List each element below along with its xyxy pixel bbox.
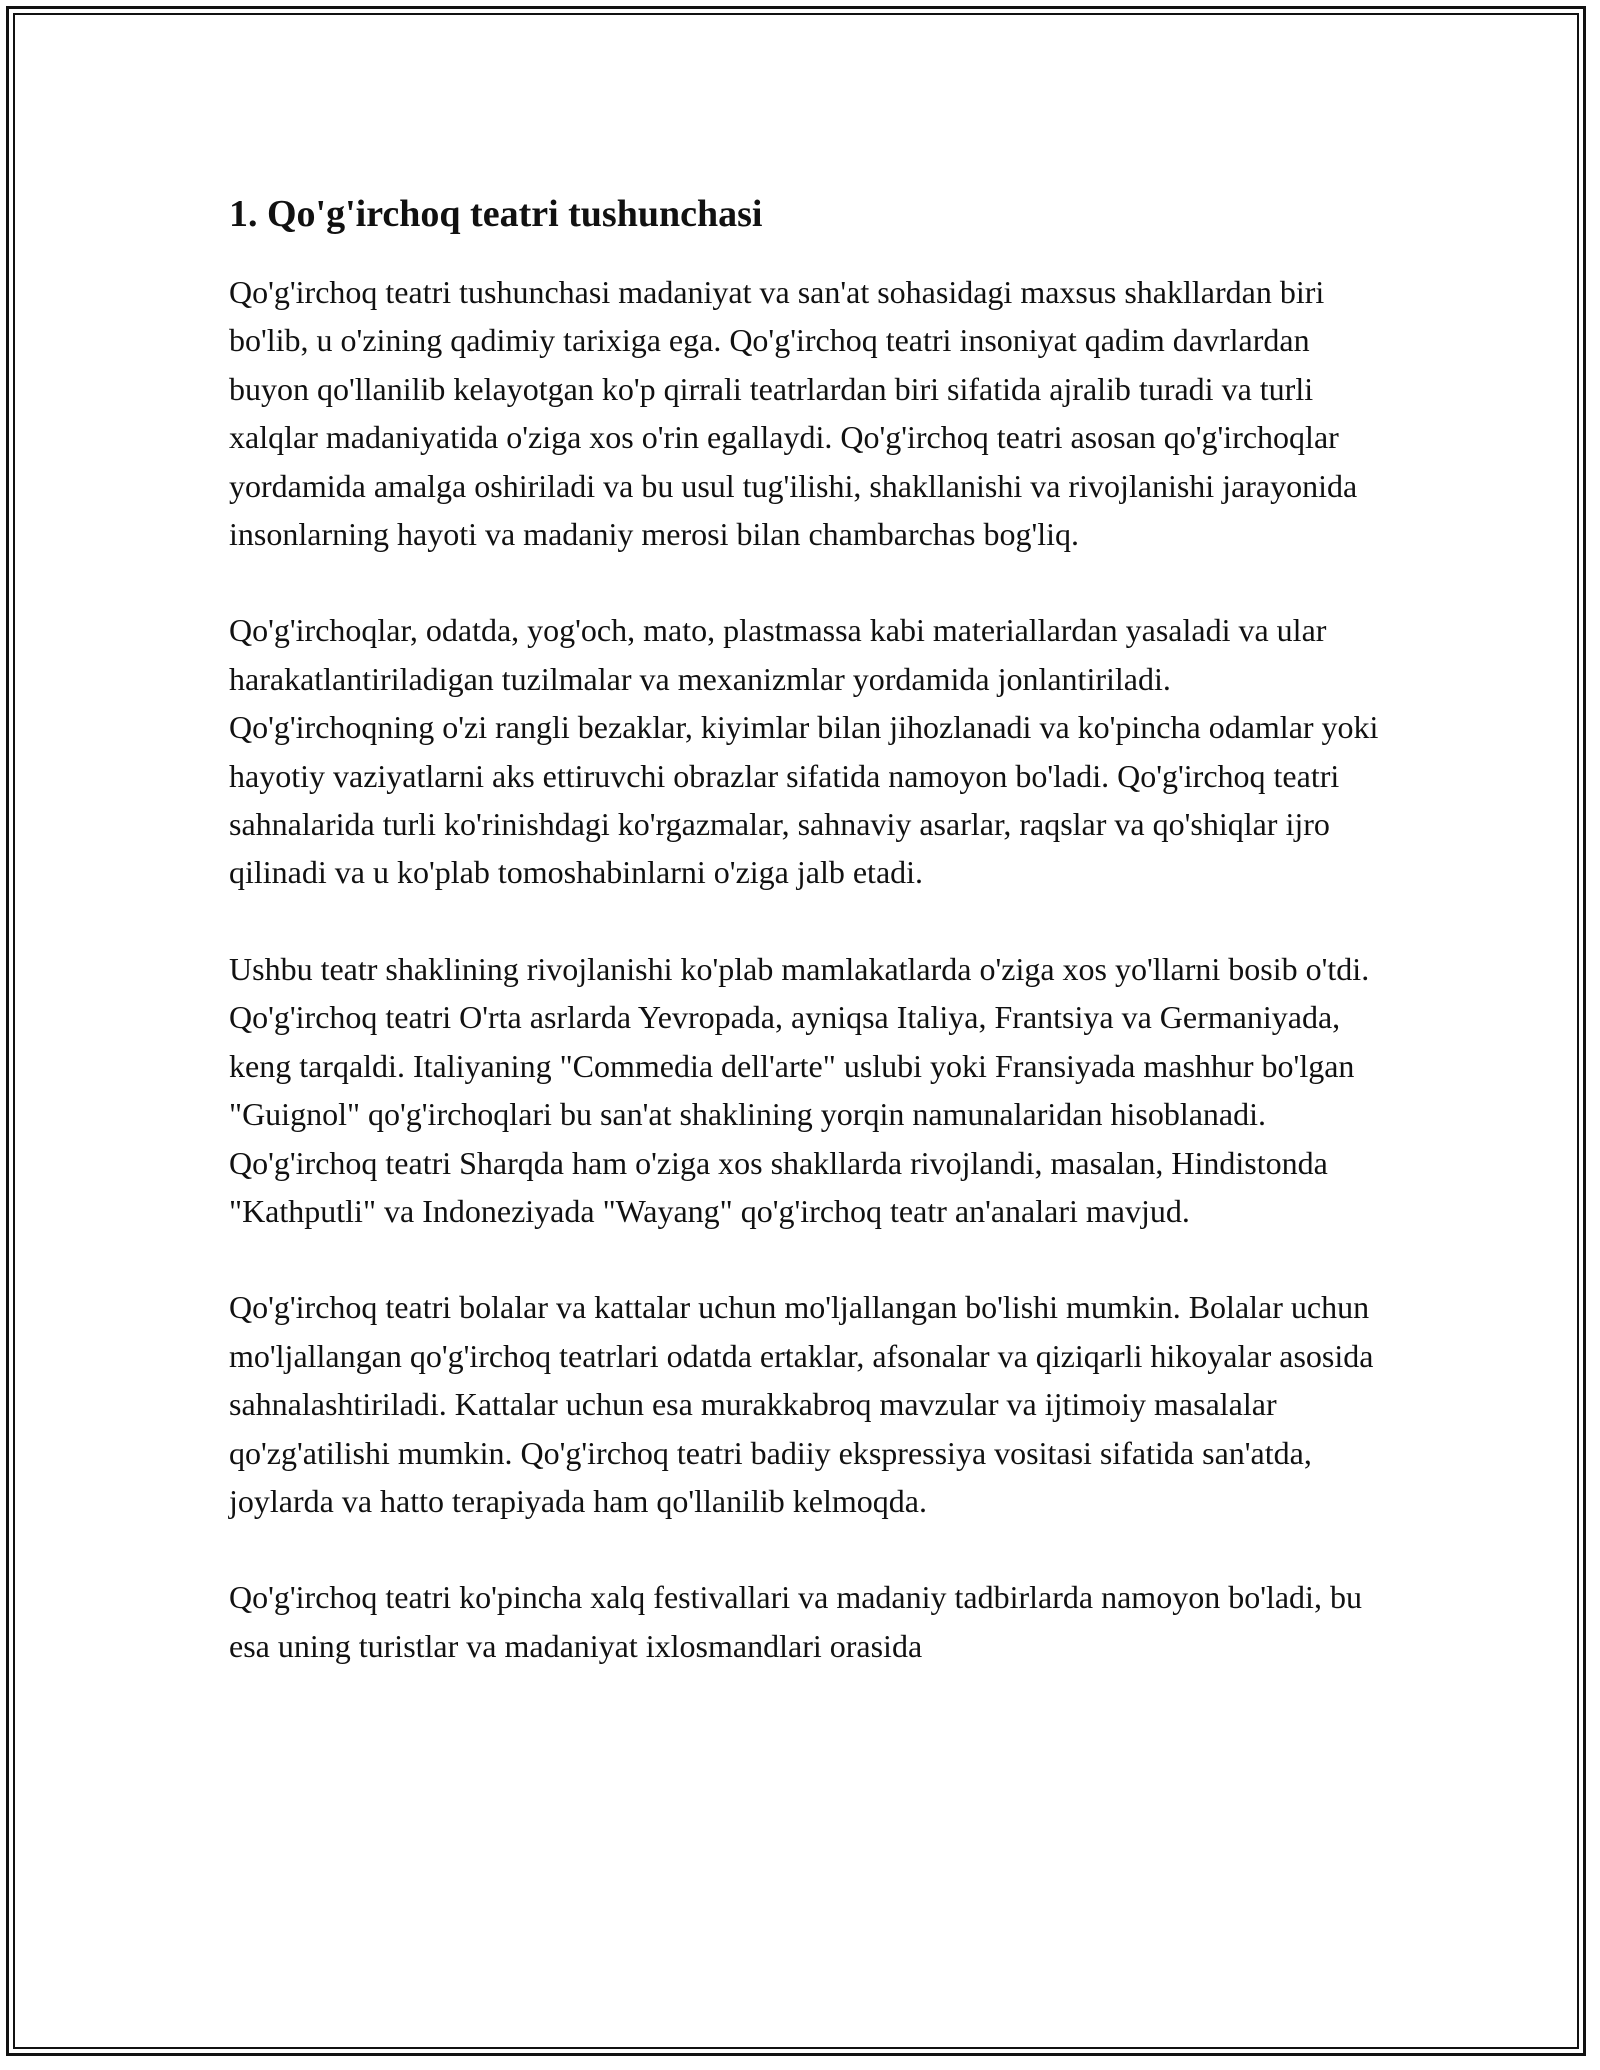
document-body [229, 190, 1379, 1718]
paragraph-5: Qo'g'irchoq teatri ko'pincha xalq festivallari va madaniy tadbirlarda namoyon bo'ladi, bu esa uning turistlar va madaniyat ixlosmandlari orasida [229, 1579, 1362, 1664]
paragraph-3: Ushbu teatr shaklining rivojlanishi ko'plab mamlakatlarda o'ziga xos yo'llarni bosib o'tdi. Qo'g'irchoq teatri O'rta asrlarda Yevropada, ayniqsa Italiya, Frantsiya va Germaniyada, keng tarqaldi. Italiyaning "Commedia dell'arte" uslubi yoki Fransiyada mashhur bo'lgan "Guignol" qo'g'irchoqlari bu san'at shaklining yorqin namunalaridan hisoblanadi. Qo'g'irchoq teatri Sharqda ham o'ziga xos shakllarda rivojlandi, masalan, Hindistonda "Kathputli" va Indoneziyada "Wayang" qo'g'irchoq teatr an'analari mavjud. [229, 950, 1370, 1229]
paragraph-4: Qo'g'irchoq teatri bolalar va kattalar uchun mo'ljallangan bo'lishi mumkin. Bolalar uchun mo'ljallangan qo'g'irchoq teatrlari odatda ertaklar, afsonalar va qiziqarli hikoyalar asosida sahnalashtiriladi. Kattalar uchun esa murakkabroq mavzular va ijtimoiy masalalar qo'zg'atilishi mumkin. Qo'g'irchoq teatri badiiy ekspressiya vositasi sifatida san'atda, joylarda va hatto terapiyada ham qo'llanilib kelmoqda. [229, 1289, 1374, 1519]
paragraph-1: Qo'g'irchoq teatri tushunchasi madaniyat va san'at sohasidagi maxsus shakllardan biri bo'lib, u o'zining qadimiy tarixiga ega. Qo'g'irchoq teatri insoniyat qadim davrlardan buyon qo'llanilib kelayotgan ko'p qirrali teatrlardan biri sifatida ajralib turadi va turli xalqlar madaniyatida o'ziga xos o'rin egallaydi. Qo'g'irchoq teatri asosan qo'g'irchoqlar yordamida amalga oshiriladi va bu usul tug'ilishi, shakllanishi va rivojlanishi jarayonida insonlarning hayoti va madaniy merosi bilan chambarchas bog'liq. [229, 274, 1358, 553]
section-heading: 1. Qo'g'irchoq teatri tushunchasi [229, 193, 763, 235]
paragraph-2: Qo'g'irchoqlar, odatda, yog'och, mato, plastmassa kabi materiallardan yasaladi va ular harakatlantiriladigan tuzilmalar va mexanizmlar yordamida jonlantiriladi. Qo'g'irchoqning o'zi rangli bezaklar, kiyimlar bilan jihozlanadi va ko'pincha odamlar yoki hayotiy vaziyatlarni aks ettiruvchi obrazlar sifatida namoyon bo'ladi. Qo'g'irchoq teatri sahnalarida turli ko'rinishdagi ko'rgazmalar, sahnaviy asarlar, raqslar va qo'shiqlar ijro qilinadi va u ko'plab tomoshabinlarni o'ziga jalb etadi. [229, 612, 1379, 891]
